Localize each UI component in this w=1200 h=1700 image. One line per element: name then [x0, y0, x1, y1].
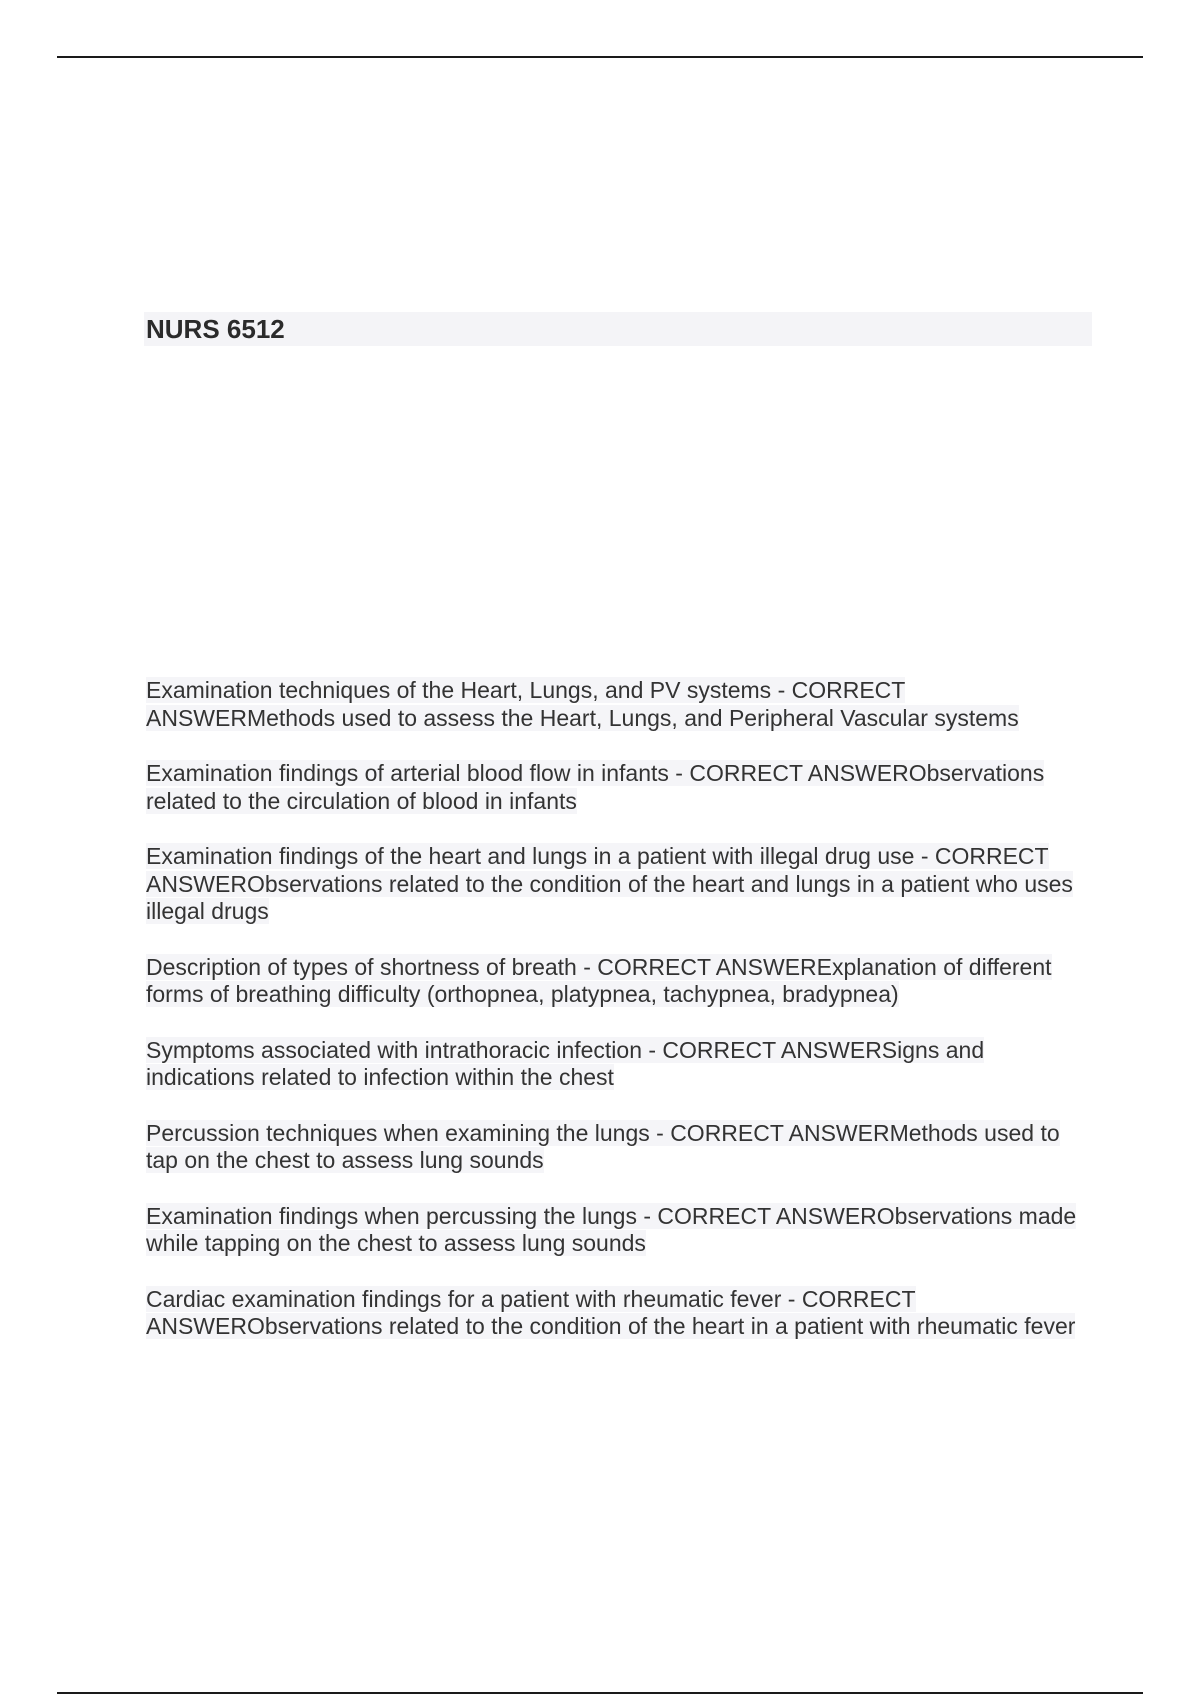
qa-entry-text: Examination techniques of the Heart, Lungs, and PV systems - CORRECT ANSWERMethods used to assess the Heart, Lungs, and Peripheral Vascular systems	[146, 677, 1019, 731]
qa-entry-text: Examination findings of the heart and lungs in a patient with illegal drug use - CORRECT ANSWERObservations related to the condition of the heart and lungs in a patient who uses illegal drugs	[146, 843, 1073, 924]
qa-entry	[146, 1120, 1096, 1175]
qa-list	[146, 677, 1096, 1369]
qa-entry	[146, 760, 1096, 815]
qa-entry	[146, 1037, 1096, 1092]
top-divider	[57, 56, 1143, 58]
qa-entry	[146, 677, 1096, 732]
qa-entry	[146, 1286, 1096, 1341]
qa-entry	[146, 954, 1096, 1009]
qa-entry	[146, 843, 1096, 926]
qa-entry-text: Examination findings of arterial blood flow in infants - CORRECT ANSWERObservations related to the circulation of blood in infants	[146, 760, 1045, 814]
qa-entry-text: Cardiac examination findings for a patient with rheumatic fever - CORRECT ANSWERObservations related to the condition of the heart in a patient with rheumatic fever	[146, 1285, 1076, 1339]
qa-entry-text: Examination findings when percussing the lungs - CORRECT ANSWERObservations made while tapping on the chest to assess lung sounds	[146, 1202, 1077, 1256]
qa-entry-text: Symptoms associated with intrathoracic infection - CORRECT ANSWERSigns and indications related to infection within the chest	[146, 1036, 985, 1090]
qa-entry	[146, 1203, 1096, 1258]
bottom-divider	[57, 1692, 1143, 1694]
title-highlight	[144, 312, 1092, 346]
qa-entry-text: Description of types of shortness of breath - CORRECT ANSWERExplanation of different forms of breathing difficulty (orthopnea, platypnea, tachypnea, bradypnea)	[146, 953, 1052, 1007]
qa-entry-text: Percussion techniques when examining the lungs - CORRECT ANSWERMethods used to tap on the chest to assess lung sounds	[146, 1119, 1060, 1173]
page-title: NURS 6512	[146, 314, 285, 344]
